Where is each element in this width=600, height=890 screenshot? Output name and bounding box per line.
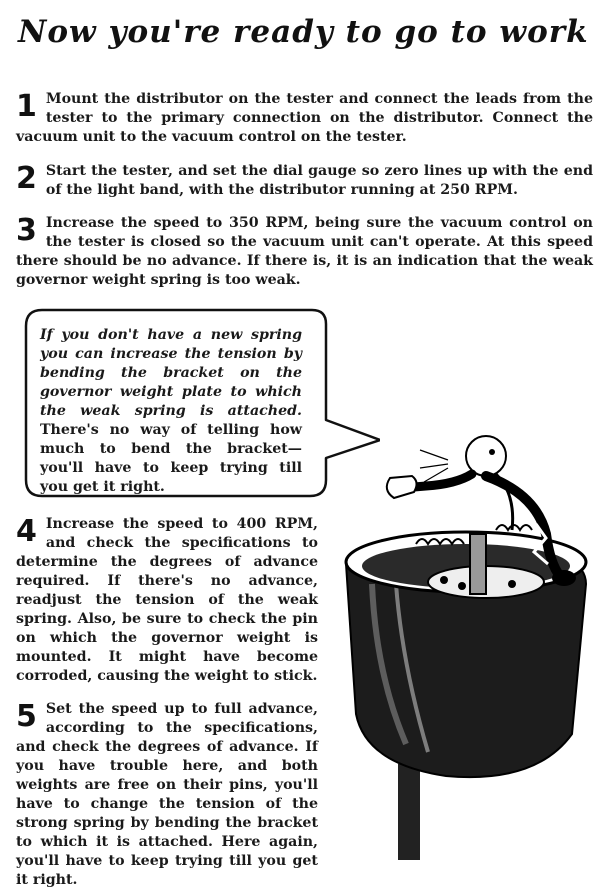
step-number: 3 <box>16 213 37 248</box>
step-text: Set the speed up to full advance, according to the specifications, and check the degrees of advance. If you have trouble here, and both weights are free on their pins, you'll have to change the tension of the strong spring by bending the bracket to which it is attached. Here again, you'll have to keep trying till you get it right. <box>16 701 318 888</box>
step-2 <box>16 162 593 200</box>
step-text: Increase the speed to 400 RPM, and check the specifications to determine the degrees of advance required. If there's no advance, readjust the tension of the weak spring. Also, be sure to check the pin on which the governor weight is mounted. It might have become corroded, causing the weight to stick. <box>16 516 318 684</box>
callout-text <box>40 326 302 497</box>
step-5 <box>16 700 318 890</box>
callout-plain-text: There's no way of telling how much to bend the bracket—you'll have to keep trying till you get it right. <box>40 422 302 495</box>
step-3 <box>16 214 593 290</box>
step-text: Mount the distributor on the tester and connect the leads from the tester to the primary connection on the distributor. Connect the vacuum unit to the vacuum control on the tester. <box>16 91 593 145</box>
page-title: Now you're ready to go to work <box>18 14 589 50</box>
step-number: 4 <box>16 514 37 549</box>
step-1 <box>16 90 593 147</box>
step-text: Increase the speed to 350 RPM, being sure the vacuum control on the tester is closed so the vacuum unit can't operate. At this speed there should be no advance. If there is, it is an indication that the weak governor weight spring is too weak. <box>16 215 593 288</box>
step-number: 2 <box>16 161 37 196</box>
step-4 <box>16 515 318 686</box>
speech-bubble <box>14 308 380 498</box>
step-number: 5 <box>16 699 37 734</box>
step-number: 1 <box>16 89 37 124</box>
distributor-mechanic-illustration <box>336 434 596 864</box>
callout-italic-text: If you don't have a new spring you can increase the tension by bending the bracket on the governor weight plate to which the weak spring is attached. <box>40 327 302 419</box>
step-text: Start the tester, and set the dial gauge so zero lines up with the end of the light band, with the distributor running at 250 RPM. <box>45 163 593 198</box>
